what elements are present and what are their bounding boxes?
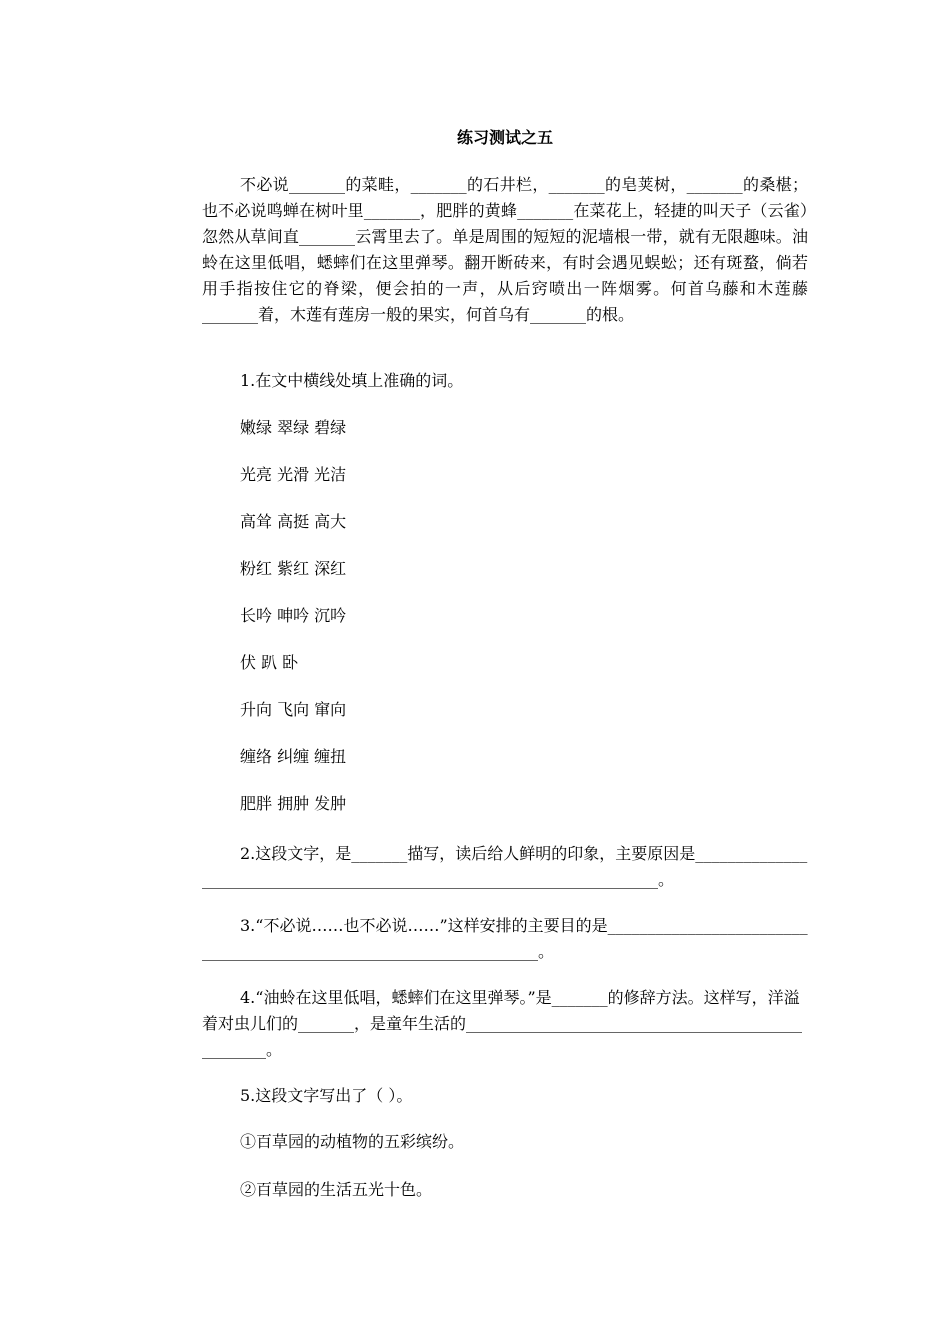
option-line-4: 粉红 紫红 深红 [240, 559, 347, 578]
option-line-6: 伏 趴 卧 [240, 653, 299, 672]
q5-option-2: ②百草园的生活五光十色。 [240, 1180, 433, 1199]
option-line-5: 长吟 呻吟 沉吟 [240, 606, 347, 625]
option-line-2: 光亮 光滑 光洁 [240, 465, 347, 484]
option-line-7: 升向 飞向 窜向 [240, 700, 347, 719]
option-line-3: 高耸 高挺 高大 [240, 512, 347, 531]
page-title: 练习测试之五 [456, 128, 553, 147]
option-line-1: 嫩绿 翠绿 碧绿 [240, 418, 347, 437]
option-line-8: 缠络 纠缠 缠扭 [240, 747, 347, 766]
q5-option-1: ①百草园的动植物的五彩缤纷。 [240, 1132, 465, 1151]
reading-passage: 不必说_______的菜畦，_______的石井栏，_______的皂荚树，_______的桑椹；也不必说鸣蝉在树叶里_______，肥胖的黄蜂_______在菜花上，轻捷的叫天子（云雀）忽然从草间直_______云霄里去了。单是周围的短短的泥墙根一带，就有无限趣味。油蛉在这里低唱，蟋蟀们在这里弹琴。翻开断砖来，有时会遇见蜈蚣；还有斑蝥，倘若用手指按住它的脊梁，便会拍的一声，从后窍喷出一阵烟雾。何首乌藤和木莲藤_______着，木莲有莲房一般的果实，何首乌有_______的根。 [202, 175, 808, 324]
question-5: 5.这段文字写出了（ ）。 [240, 1086, 413, 1105]
option-line-9: 肥胖 拥肿 发肿 [240, 794, 347, 813]
question-2: 2.这段文字，是_______描写，读后给人鲜明的印象，主要原因是_______________________________________________________________________。 [202, 844, 808, 889]
question-1: 1.在文中横线处填上准确的词。 [240, 371, 464, 390]
question-4: 4.“油蛉在这里低唱，蟋蟀们在这里弹琴。”是_______的修辞方法。这样写，洋溢着对虫儿们的_______，是童年生活的__________________________________________________。 [202, 988, 803, 1059]
question-3: 3.“不必说……也不必说……”这样安排的主要目的是___________________________________________________________________。 [202, 916, 808, 961]
